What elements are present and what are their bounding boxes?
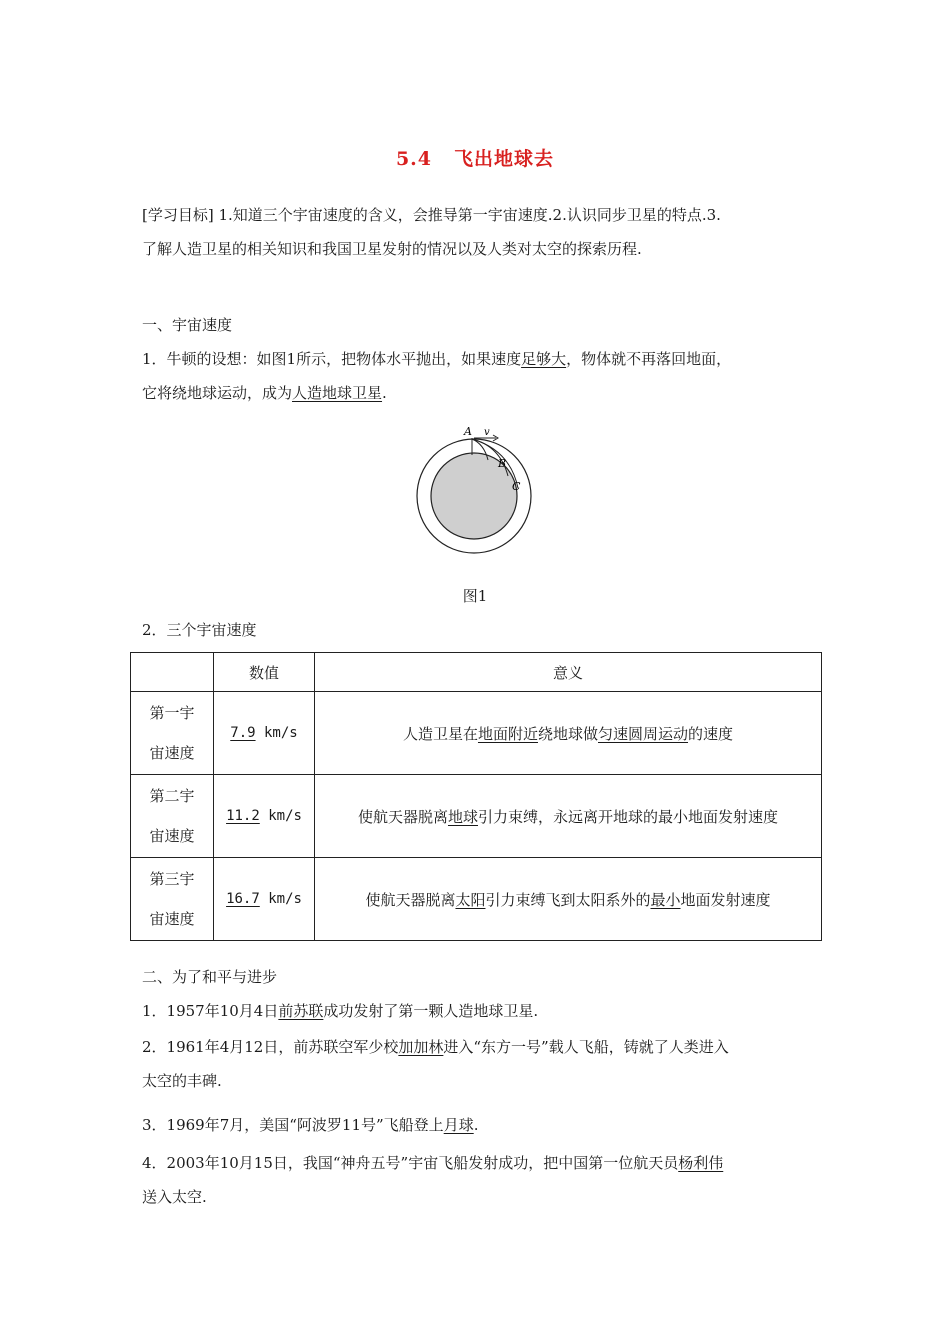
orbit-diagram bbox=[414, 424, 534, 556]
blank-answer: 人造地球卫星 bbox=[292, 384, 383, 402]
table-row bbox=[131, 775, 822, 858]
row-name: 第二宇 宙速度 bbox=[131, 775, 214, 858]
section-2-heading: 二、为了和平与进步 bbox=[142, 968, 278, 986]
text-run: 它将绕地球运动，成为 bbox=[142, 384, 293, 402]
meaning-cell: 人造卫星在地面附近绕地球做匀速圆周运动的速度 bbox=[315, 692, 822, 775]
history-item-1: 1．1957年10月4日前苏联成功发射了第一颗人造地球卫星. bbox=[142, 1002, 539, 1020]
history-item-3: 3．1969年7月，美国“阿波罗11号”飞船登上月球. bbox=[142, 1116, 479, 1134]
blank-answer: 加加林 bbox=[398, 1038, 444, 1056]
speed-value: 7.9 km/s bbox=[214, 692, 315, 775]
history-item-2: 2．1961年4月12日，前苏联空军少校加加林进入“东方一号”载人飞船，铸就了人类进入 太空的丰碑. bbox=[142, 1038, 729, 1090]
objectives-line-1: [学习目标] 1.知道三个宇宙速度的含义，会推导第一宇宙速度.2.认识同步卫星的特点.3. bbox=[142, 206, 721, 224]
cosmic-speeds-heading: 2．三个宇宙速度 bbox=[142, 621, 257, 639]
speed-value: 16.7 km/s bbox=[214, 858, 315, 941]
blank-answer: 月球 bbox=[443, 1116, 474, 1134]
figure-caption: 图1 bbox=[462, 587, 488, 605]
section-title: 飞出地球去 bbox=[454, 148, 555, 170]
label-b: B bbox=[498, 457, 507, 470]
newton-paragraph bbox=[142, 342, 814, 410]
header-cell: 数值 bbox=[214, 653, 315, 692]
row-name: 第一宇 宙速度 bbox=[131, 692, 214, 775]
table-header-row bbox=[131, 653, 822, 692]
row-name: 第三宇 宙速度 bbox=[131, 858, 214, 941]
label-c: C bbox=[512, 480, 521, 493]
header-cell: 意义 bbox=[315, 653, 822, 692]
meaning-cell: 使航天器脱离太阳引力束缚飞到太阳系外的最小地面发射速度 bbox=[315, 858, 822, 941]
page-title bbox=[0, 144, 950, 171]
cosmic-speeds-table bbox=[130, 652, 822, 941]
text-run: ，物体就不再落回地面， bbox=[566, 350, 732, 368]
blank-answer: 前苏联 bbox=[278, 1002, 324, 1020]
text-run: . bbox=[382, 384, 387, 402]
speed-value: 11.2 km/s bbox=[214, 775, 315, 858]
table-row bbox=[131, 858, 822, 941]
blank-answer: 足够大 bbox=[521, 350, 567, 368]
orbit-figure bbox=[414, 424, 534, 556]
section-1-heading: 一、宇宙速度 bbox=[142, 316, 233, 334]
learning-objectives bbox=[142, 198, 814, 266]
label-a: A bbox=[464, 425, 472, 438]
table-row bbox=[131, 692, 822, 775]
text-run: 1．牛顿的设想：如图1所示，把物体水平抛出，如果速度 bbox=[142, 350, 522, 368]
label-v: v bbox=[484, 427, 490, 438]
header-cell bbox=[131, 653, 214, 692]
history-item-4: 4．2003年10月15日，我国“神舟五号”宇宙飞船发射成功，把中国第一位航天员杨利伟 送入太空. bbox=[142, 1154, 724, 1206]
meaning-cell: 使航天器脱离地球引力束缚，永远离开地球的最小地面发射速度 bbox=[315, 775, 822, 858]
objectives-line-2: 了解人造卫星的相关知识和我国卫星发射的情况以及人类对太空的探索历程. bbox=[142, 240, 642, 258]
section-number: 5.4 bbox=[395, 148, 433, 170]
blank-answer: 杨利伟 bbox=[678, 1154, 724, 1172]
